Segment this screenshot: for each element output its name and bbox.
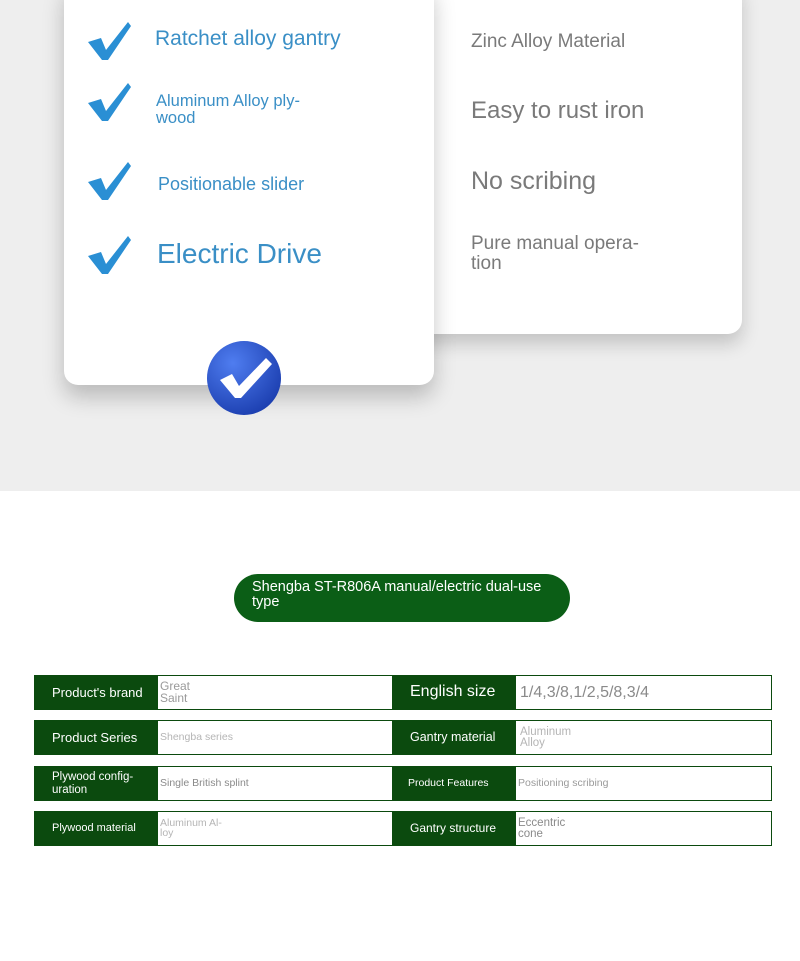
- feature-ratchet-gantry: Ratchet alloy gantry: [155, 27, 341, 50]
- check-circle-icon: [206, 340, 282, 416]
- spec-row: [34, 675, 772, 710]
- spec-value: Shengba series: [157, 720, 393, 755]
- spec-key: Plywood material: [34, 811, 158, 846]
- negative-item-manual: Pure manual opera- tion: [471, 233, 639, 274]
- negative-item-scribing: No scribing: [471, 167, 597, 195]
- spec-value: Aluminum Al- loy: [157, 811, 393, 846]
- product-title-pill: [234, 574, 570, 622]
- negative-item-zinc: Zinc Alloy Material: [471, 31, 626, 52]
- spec-value: Eccentric cone: [515, 811, 772, 846]
- spec-value: Positioning scribing: [515, 766, 772, 801]
- negative-item-rust: Easy to rust iron: [471, 97, 645, 124]
- spec-value: 1/4,3/8,1/2,5/8,3/4: [515, 675, 772, 710]
- spec-value: Aluminum Alloy: [515, 720, 772, 755]
- spec-key: Gantry material: [392, 720, 516, 755]
- spec-row: [34, 720, 772, 755]
- feature-positionable-slider: Positionable slider: [158, 174, 305, 194]
- spec-key: Plywood config- uration: [34, 766, 158, 801]
- positives-card: [64, 0, 434, 385]
- spec-value: Great Saint: [157, 675, 393, 710]
- spec-key: Gantry structure: [392, 811, 516, 846]
- spec-row: [34, 811, 772, 846]
- check-icon: [86, 232, 132, 278]
- spec-row: [34, 766, 772, 801]
- product-title: Shengba ST-R806A manual/electric dual-use type: [252, 579, 542, 611]
- spec-key: English size: [392, 675, 516, 710]
- spec-key: Product's brand: [34, 675, 158, 710]
- check-icon: [86, 158, 132, 204]
- feature-electric-drive: Electric Drive: [157, 238, 322, 269]
- feature-aluminum-plywood: Aluminum Alloy ply- wood: [156, 92, 300, 128]
- check-icon: [86, 79, 132, 125]
- spec-key: Product Series: [34, 720, 158, 755]
- spec-key: Product Features: [392, 766, 516, 801]
- check-icon: [86, 18, 132, 64]
- spec-value: Single British splint: [157, 766, 393, 801]
